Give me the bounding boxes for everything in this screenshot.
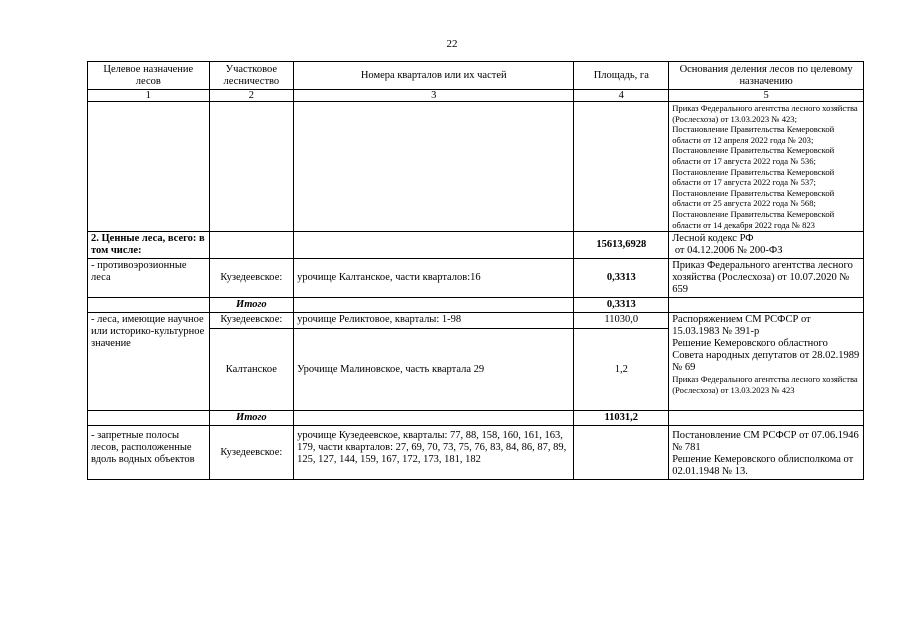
basis-line: Постановление Правительства Кемеровской области от 14 декабря 2022 года № 823 <box>672 208 835 230</box>
basis-cell <box>669 426 864 480</box>
basis-line: Постановление Правительства Кемеровской области от 17 августа 2022 года № 537; <box>672 166 835 188</box>
cell-empty <box>88 298 210 313</box>
cell-empty <box>209 232 294 259</box>
subtotal-label: Итого <box>209 411 294 426</box>
area-cell: 11030,0 <box>574 313 669 329</box>
purpose-cell: 2. Ценные леса, всего: в том числе: <box>88 232 210 259</box>
area-cell: 1,2 <box>574 329 669 411</box>
page-number: 22 <box>446 38 458 50</box>
header-forestry: Участковое лесничество <box>209 62 294 90</box>
area-cell <box>574 426 669 480</box>
header-quarters: Номера кварталов или их частей <box>294 62 574 90</box>
basis-line: Распоряжением СМ РСФСР от 15.03.1983 № 391-р <box>672 314 811 338</box>
column-number-row <box>88 90 864 102</box>
cell-empty <box>669 411 864 426</box>
forestry-cell: Кузедеевское: <box>209 259 294 298</box>
quarters-cell: Урочище Малиновское, часть квартала 29 <box>294 329 574 411</box>
basis-cell: Приказ Федерального агентства лесного хозяйства (Рослесхоза) от 10.07.2020 № 659 <box>669 259 864 298</box>
cell-empty <box>294 298 574 313</box>
header-purpose: Целевое назначение лесов <box>88 62 210 90</box>
quarters-cell: урочище Реликтовое, кварталы: 1-98 <box>294 313 574 329</box>
basis-line: Постановление Правительства Кемеровской области от 25 августа 2022 года № 568; <box>672 187 835 209</box>
table-row-water-strips <box>88 426 864 480</box>
column-number: 1 <box>88 90 210 102</box>
header-row <box>88 62 864 90</box>
basis-line: Приказ Федерального агентства лесного хозяйства (Рослесхоза) от 13.03.2023 № 423; <box>672 103 858 124</box>
basis-line: Постановление СМ РСФСР от 07.06.1946 № 781 <box>672 430 859 454</box>
basis-line: Решение Кемеровского облисполкома от 02.01.1948 № 13. <box>672 454 854 478</box>
table-row-scientific <box>88 313 864 329</box>
cell-empty <box>209 102 294 232</box>
cell-empty <box>294 232 574 259</box>
subtotal-area: 11031,2 <box>574 411 669 426</box>
header-basis: Основания деления лесов по целевому назначению <box>669 62 864 90</box>
forestry-cell: Калтанское <box>209 329 294 411</box>
quarters-cell: урочище Калтанское, части кварталов:16 <box>294 259 574 298</box>
quarters-cell: урочище Кузедеевское, кварталы: 77, 88, 158, 160, 161, 163, 179, части кварталов: 27, 69, 70, 73, 75, 76, 83, 84, 86, 87, 89, 125, 127, 144, 159, 167, 172, 173, 181, 182 <box>294 426 574 480</box>
cell-empty <box>669 298 864 313</box>
column-number: 2 <box>209 90 294 102</box>
basis-line: от 04.12.2006 № 200-ФЗ <box>672 245 783 257</box>
basis-line: Постановление Правительства Кемеровской области от 12 апреля 2022 года № 203; <box>672 124 835 145</box>
area-cell: 0,3313 <box>574 259 669 298</box>
forestry-cell: Кузедеевское: <box>209 313 294 329</box>
purpose-cell: - леса, имеющие научное или историко-культурное значение <box>88 313 210 411</box>
forest-purpose-table <box>87 61 864 480</box>
cell-empty <box>88 102 210 232</box>
continued-basis-cell <box>669 102 864 232</box>
basis-cell <box>669 232 864 259</box>
basis-line: Решение Кемеровского областного Совета народных депутатов от 28.02.1989 № 69 <box>672 338 860 374</box>
area-cell: 15613,6928 <box>574 232 669 259</box>
cell-empty <box>574 102 669 232</box>
purpose-cell: - запретные полосы лесов, расположенные вдоль водных объектов <box>88 426 210 480</box>
cell-empty <box>294 102 574 232</box>
column-number: 4 <box>574 90 669 102</box>
table-row-subtotal <box>88 411 864 426</box>
cell-empty <box>294 411 574 426</box>
cell-empty <box>88 411 210 426</box>
basis-line: Приказ Федерального агентства лесного хозяйства (Рослесхоза) от 13.03.2023 № 423 <box>672 374 858 395</box>
column-number: 5 <box>669 90 864 102</box>
subtotal-label: Итого <box>209 298 294 313</box>
basis-line: Лесной кодекс РФ <box>672 233 754 245</box>
table-row-anti-erosion <box>88 259 864 298</box>
table-row-valuable-forests <box>88 232 864 259</box>
table-row-subtotal <box>88 298 864 313</box>
basis-line: Постановление Правительства Кемеровской области от 17 августа 2022 года № 536; <box>672 145 835 166</box>
header-area: Площадь, га <box>574 62 669 90</box>
forestry-cell: Кузедеевское: <box>209 426 294 480</box>
table-row-continued <box>88 102 864 232</box>
column-number: 3 <box>294 90 574 102</box>
purpose-cell: - противоэрозионные леса <box>88 259 210 298</box>
subtotal-area: 0,3313 <box>574 298 669 313</box>
basis-cell <box>669 313 864 411</box>
